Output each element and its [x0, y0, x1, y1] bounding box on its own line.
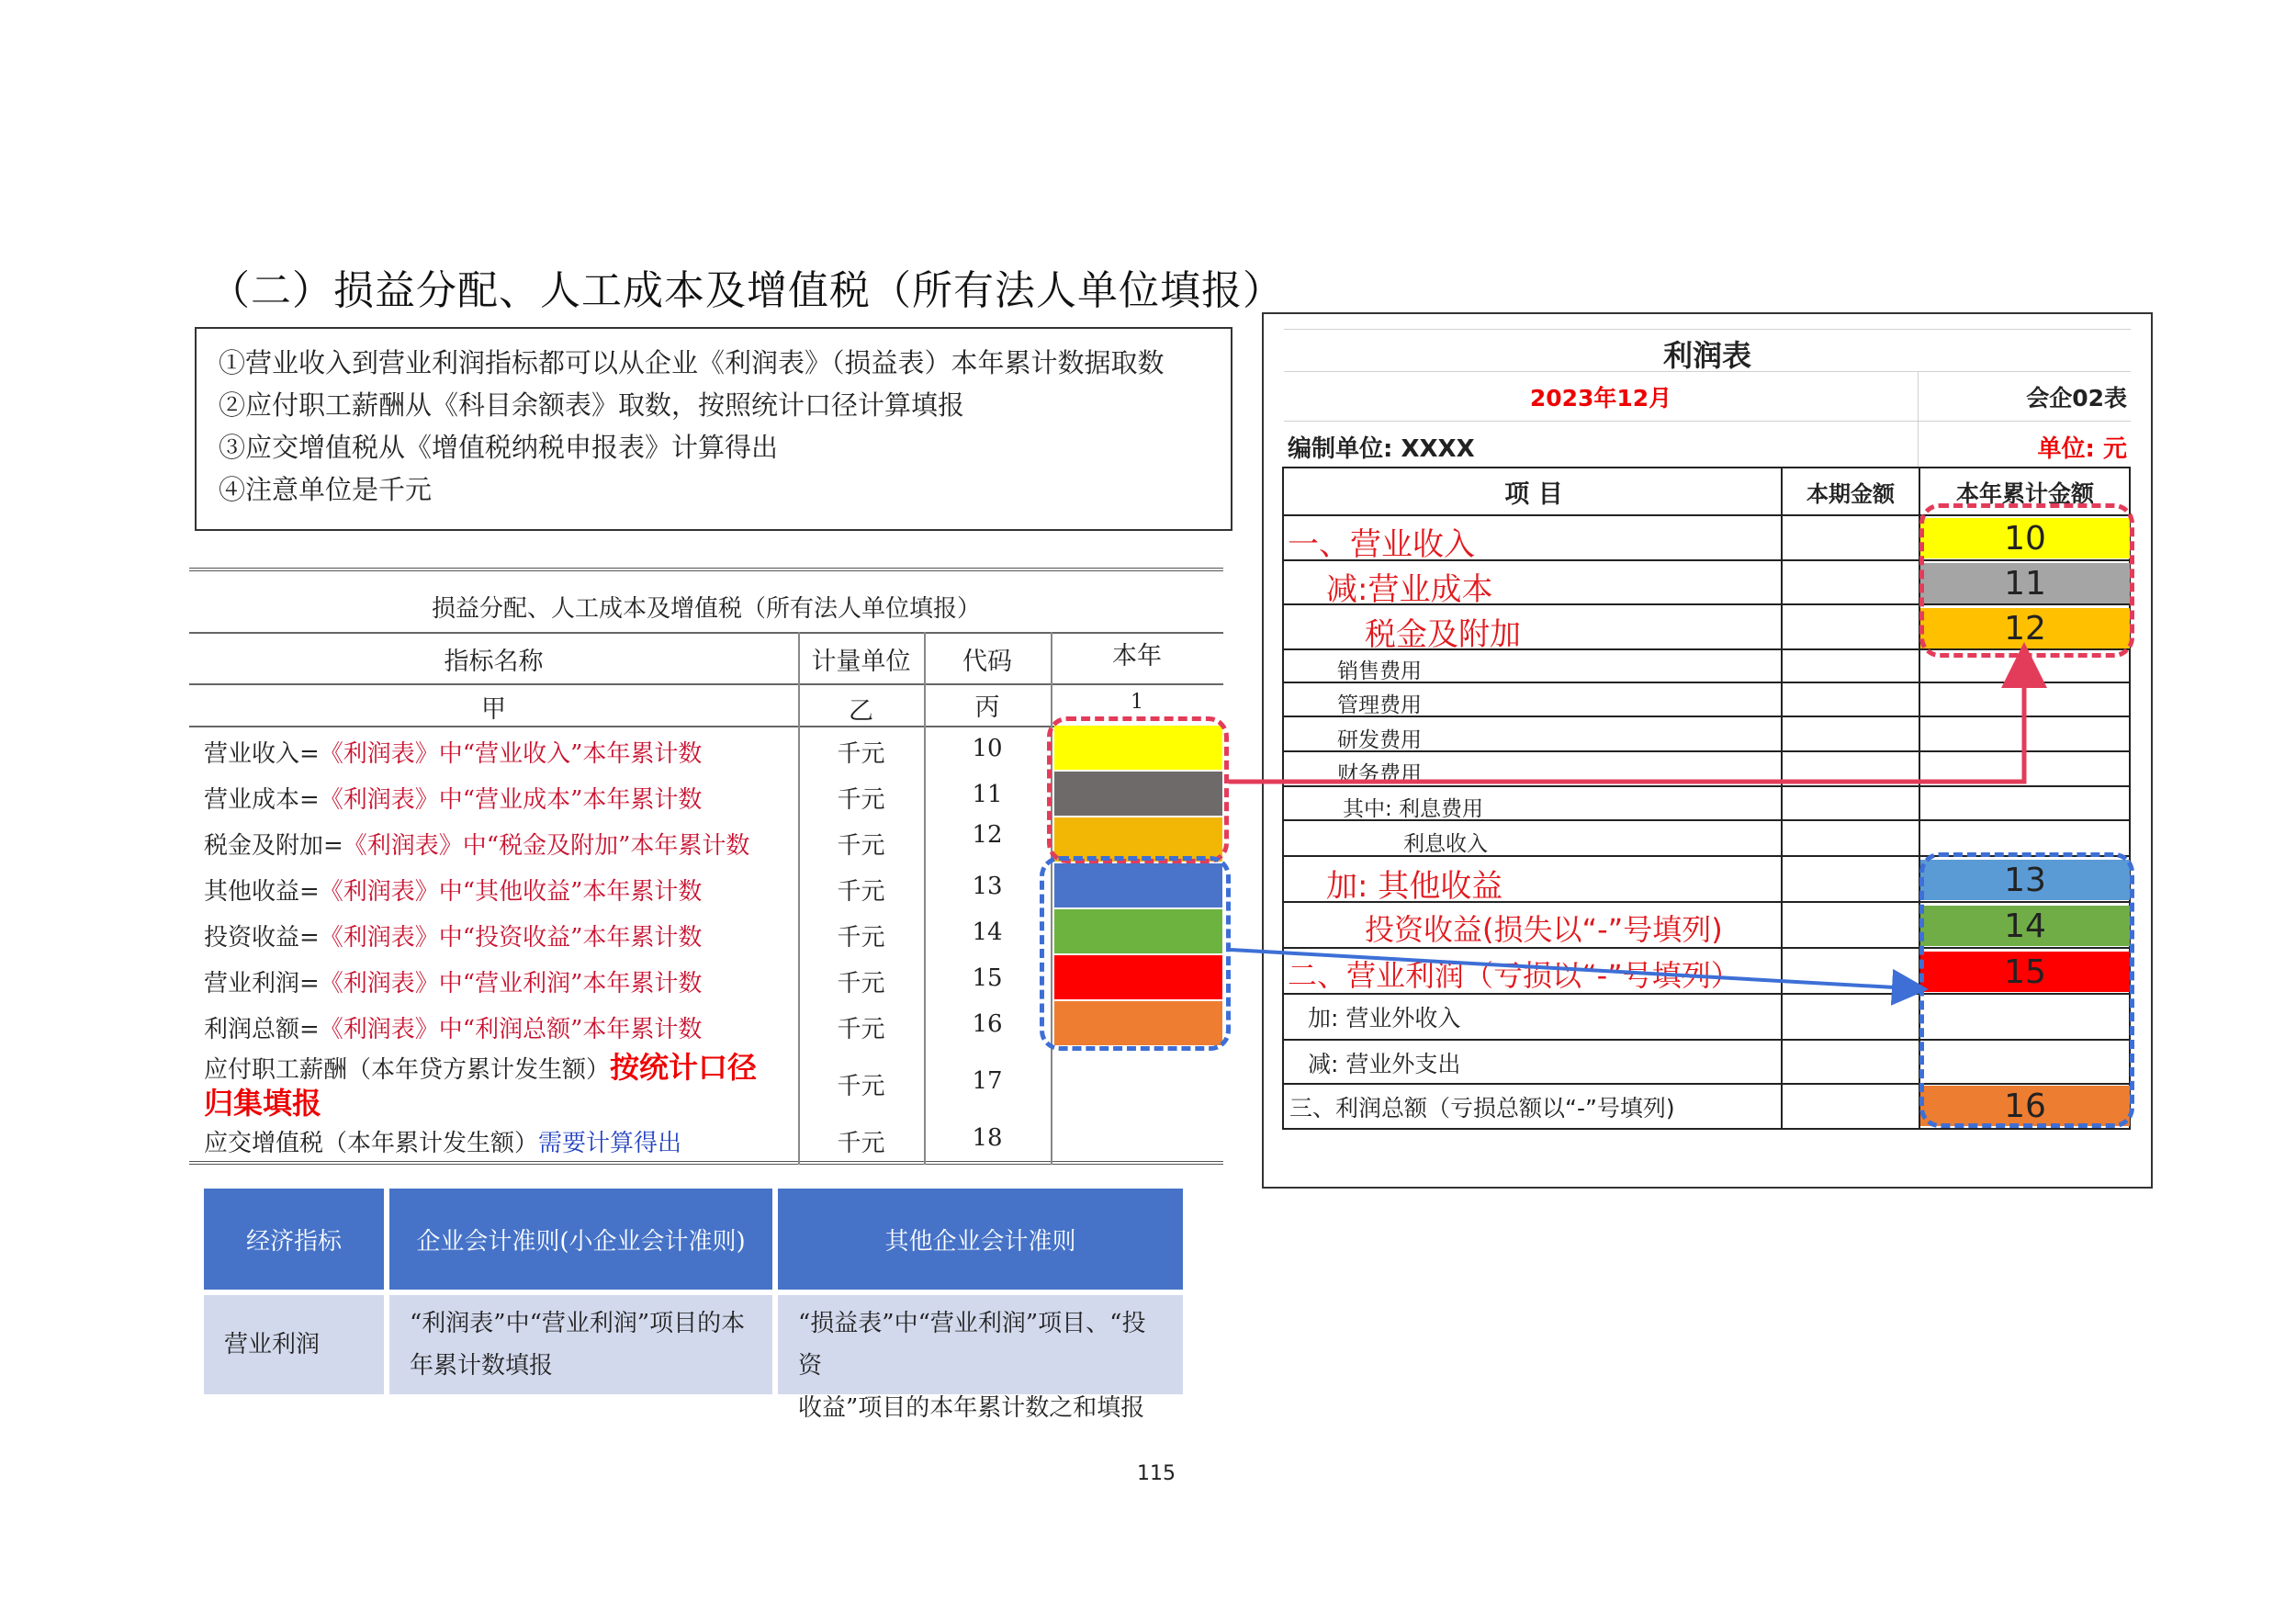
ps-non-op-exp: 减: 营业外支出	[1308, 1051, 1461, 1077]
page-number: 115	[1137, 1462, 1176, 1485]
standards-other-line2: 收益”项目的本年累计数之和填报	[798, 1394, 1145, 1422]
row-total-profit-code: 16	[972, 1010, 1003, 1038]
blue-arrow	[1231, 950, 1910, 988]
ps-admin: 管理费用	[1337, 693, 1422, 717]
standards-enterprise-line2: 年累计数填报	[410, 1352, 554, 1380]
ps-invest-value: 14	[1920, 906, 2130, 946]
row-payroll-unit: 千元	[837, 1073, 885, 1100]
row-total-profit-unit: 千元	[837, 1016, 885, 1043]
ps-total-profit-value: 16	[1920, 1086, 2130, 1126]
row-vat-label: 应交增值税（本年累计发生额）需要计算得出	[204, 1130, 682, 1157]
ps-revenue-label: 一、营业收入	[1288, 526, 1475, 563]
stat-table-caption: 损益分配、人工成本及增值税（所有法人单位填报）	[431, 595, 981, 623]
ps-period: 2023年12月	[1529, 385, 1672, 411]
row-tax-unit: 千元	[837, 832, 885, 860]
header-year: 本年	[1112, 642, 1162, 671]
row-revenue-label: 营业收入=《利润表》中“营业收入”本年累计数	[204, 740, 703, 768]
ps-tax-value: 12	[1920, 608, 2130, 648]
standards-header-other: 其他企业会计准则	[778, 1189, 1183, 1290]
row-tax-code: 12	[972, 821, 1003, 849]
ps-unit: 单位: 元	[2037, 435, 2127, 463]
row-payroll-code: 17	[972, 1067, 1003, 1095]
row-vat-unit: 千元	[837, 1130, 885, 1157]
note-3: ③应交增值税从《增值税纳税申报表》计算得出	[219, 432, 779, 463]
ps-invest-label: 投资收益(损失以“-”号填列)	[1365, 912, 1723, 947]
ps-cost-value: 11	[1920, 563, 2130, 603]
row-revenue-unit: 千元	[837, 740, 885, 768]
ps-header-current: 本期金额	[1806, 481, 1895, 507]
standards-indicator: 营业利润	[204, 1295, 384, 1394]
ps-title: 利润表	[1662, 338, 1751, 373]
row-total-profit-label: 利润总额=《利润表》中“利润总额”本年累计数	[204, 1016, 703, 1043]
row-payroll-label: 应付职工薪酬（本年贷方累计发生额）按统计口径 归集填报	[204, 1050, 758, 1121]
row-other-income-unit: 千元	[837, 878, 885, 906]
standards-header-indicator: 经济指标	[204, 1189, 384, 1290]
red-arrow	[1229, 665, 2024, 782]
header-unit: 计量单位	[811, 648, 911, 676]
ps-revenue-value: 10	[1920, 518, 2130, 558]
subheader-name: 甲	[481, 695, 506, 724]
row-cost-unit: 千元	[837, 786, 885, 814]
ps-cost-label: 减:营业成本	[1326, 571, 1493, 608]
ps-non-op-inc: 加: 营业外收入	[1308, 1005, 1461, 1031]
standards-header-enterprise: 企业会计准则(小企业会计准则)	[389, 1189, 772, 1290]
ps-selling: 销售费用	[1337, 659, 1422, 683]
note-1: ①营业收入到营业利润指标都可以从企业《利润表》（损益表）本年累计数据取数	[219, 347, 1165, 378]
ps-company: 编制单位: XXXX	[1288, 435, 1475, 463]
standards-other-line1: “损益表”中“营业利润”项目、“投资	[798, 1310, 1146, 1380]
ps-header-item: 项 目	[1504, 480, 1563, 509]
row-other-income-code: 13	[972, 873, 1003, 900]
subheader-year: 1	[1131, 691, 1143, 714]
row-op-profit-unit: 千元	[837, 970, 885, 997]
row-cost-label: 营业成本=《利润表》中“营业成本”本年累计数	[204, 786, 703, 814]
subheader-unit: 乙	[849, 697, 873, 726]
ps-tax-label: 税金及附加	[1365, 616, 1521, 653]
ps-other-income-value: 13	[1920, 860, 2130, 900]
row-revenue-code: 10	[972, 735, 1003, 762]
standards-enterprise-line1: “利润表”中“营业利润”项目的本	[410, 1310, 746, 1337]
row-vat-code: 18	[972, 1124, 1003, 1152]
note-4: ④注意单位是千元	[219, 474, 433, 505]
ps-op-profit-label: 二、营业利润（亏损以“-”号填列）	[1288, 958, 1740, 993]
ps-form-code: 会企02表	[2026, 385, 2127, 411]
ps-interest-inc: 利息收入	[1403, 832, 1488, 856]
page-title: （二）损益分配、人工成本及增值税（所有法人单位填报）	[209, 267, 1284, 314]
ps-finance: 财务费用	[1337, 762, 1422, 786]
header-code: 代码	[962, 648, 1012, 676]
ps-rd: 研发费用	[1337, 728, 1422, 752]
row-invest-code: 14	[972, 919, 1003, 946]
ps-total-profit-label: 三、利润总额（亏损总额以“-”号填列)	[1289, 1095, 1675, 1121]
note-2: ②应付职工薪酬从《科目余额表》取数，按照统计口径计算填报	[219, 389, 965, 421]
subheader-code: 丙	[974, 693, 1000, 722]
row-op-profit-label: 营业利润=《利润表》中“营业利润”本年累计数	[204, 970, 703, 997]
ps-op-profit-value: 15	[1920, 952, 2130, 992]
row-invest-label: 投资收益=《利润表》中“投资收益”本年累计数	[204, 924, 703, 952]
row-cost-code: 11	[972, 781, 1003, 808]
ps-interest-exp: 其中: 利息费用	[1343, 797, 1484, 821]
row-op-profit-code: 15	[972, 964, 1003, 992]
ps-header-ytd: 本年累计金额	[1955, 480, 2094, 507]
row-invest-unit: 千元	[837, 924, 885, 952]
row-tax-label: 税金及附加=《利润表》中“税金及附加”本年累计数	[204, 832, 750, 860]
row-other-income-label: 其他收益=《利润表》中“其他收益”本年累计数	[204, 878, 703, 906]
header-name: 指标名称	[444, 648, 544, 676]
ps-other-income-label: 加: 其他收益	[1326, 868, 1503, 905]
